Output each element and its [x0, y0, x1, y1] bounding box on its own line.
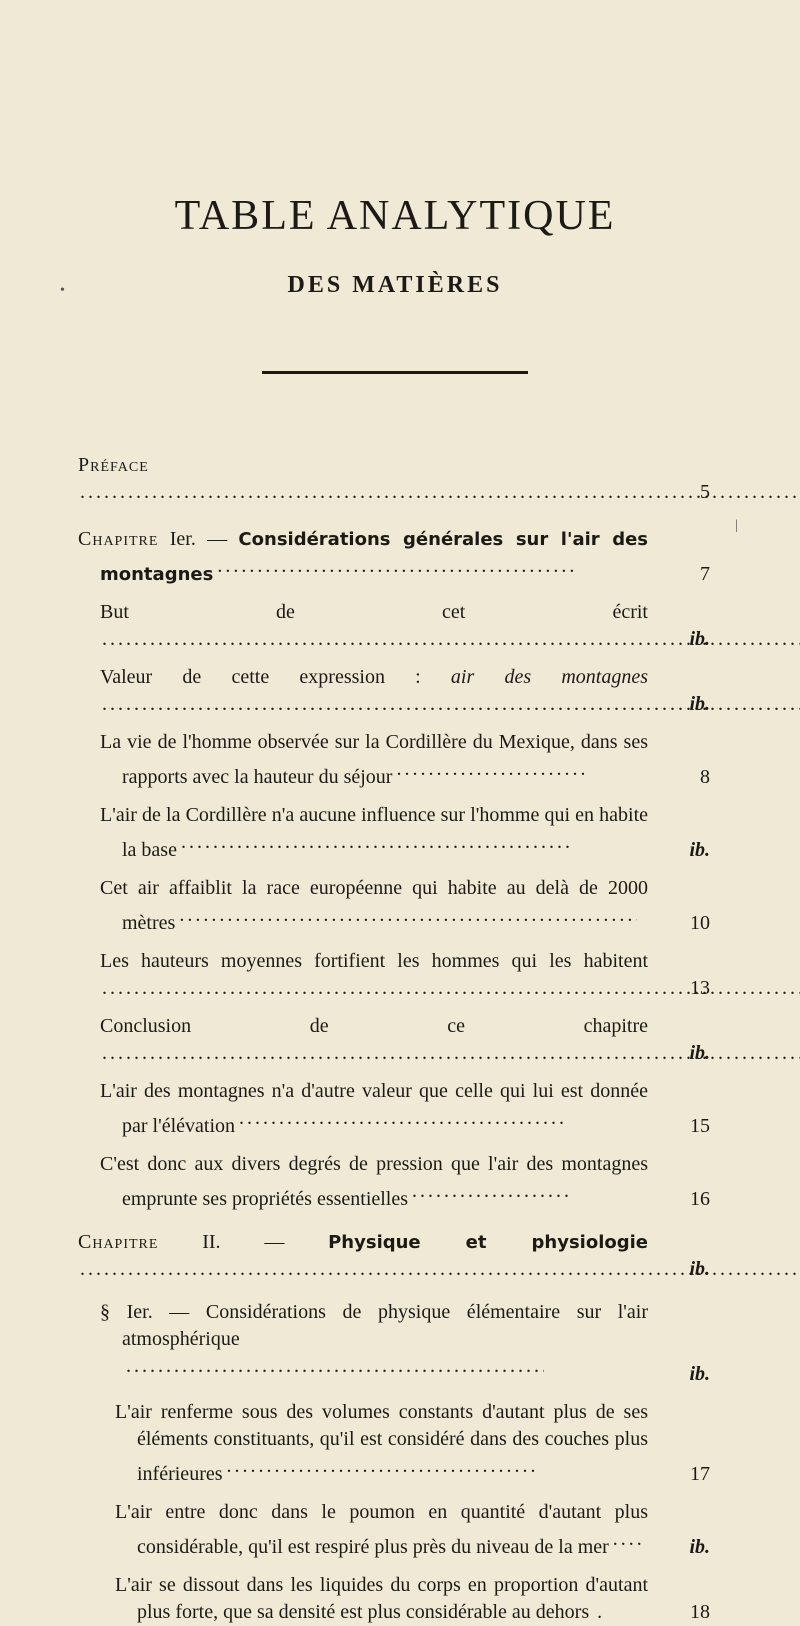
table-of-contents [0, 452, 800, 1626]
page-number: 15 [690, 1115, 710, 1137]
leader-dots [394, 756, 584, 783]
entry-text: L'air des montagnes n'a d'autre valeur que celle qui lui est donnée par l'élévation [100, 1080, 648, 1137]
chapter-number: Ier. [169, 528, 196, 550]
ink-speck: • [60, 283, 65, 298]
entry-text: L'air de la Cordillère n'a aucune influence sur l'homme qui en habite la base [100, 804, 648, 861]
page-number: 17 [690, 1463, 710, 1485]
entry-text: Conclusion de ce chapitre [100, 1015, 648, 1037]
page-number: 16 [690, 1188, 710, 1210]
page-number: ib. [689, 839, 710, 861]
page-number: 10 [690, 912, 710, 934]
entry-text: La vie de l'homme observée sur la Cordillère du Mexique, dans ses rapports avec la hauteur du séjour [100, 731, 648, 788]
margin-mark: | [735, 518, 738, 533]
chapter-dash: — [220, 1231, 329, 1253]
leader-dot: . [597, 1601, 603, 1623]
entry-text: L'air renferme sous des volumes constants d'autant plus de ses éléments constituants, qu'il est considéré dans des couches plus inférieures [115, 1401, 648, 1485]
page-number: 8 [700, 766, 710, 788]
toc-entry-chapter-2[interactable] [78, 1229, 710, 1283]
page-number: 5 [700, 481, 710, 503]
toc-entry[interactable] [100, 802, 710, 864]
leader-dots [124, 1353, 544, 1380]
page-number: ib. [689, 1042, 710, 1064]
chapter-dash: — [195, 528, 239, 550]
leader-dots [215, 553, 575, 580]
toc-entry-section-1[interactable] [100, 1299, 710, 1388]
title-rule [262, 371, 528, 374]
page-title: TABLE ANALYTIQUE [174, 193, 616, 239]
toc-entry[interactable] [100, 599, 710, 653]
toc-entry[interactable] [100, 1078, 710, 1140]
page-number: ib. [689, 1536, 710, 1558]
chapter-number: II. [202, 1231, 221, 1253]
toc-entry-preface[interactable] [78, 452, 710, 506]
chapter-word: Chapitre [78, 1231, 159, 1253]
entry-text: L'air entre donc dans le poumon en quantité d'autant plus considérable, qu'il est respiré plus près du niveau de la mer [115, 1501, 648, 1558]
toc-entry[interactable] [100, 948, 710, 1002]
leader-dots [177, 902, 637, 929]
toc-entry-chapter-1[interactable] [78, 526, 710, 588]
chapter-title: Physique et physiologie [328, 1232, 649, 1253]
entry-text: Les hauteurs moyennes fortifient les hommes qui les habitent [100, 950, 648, 972]
toc-entry[interactable] [100, 664, 710, 718]
page-number: ib. [689, 1258, 710, 1280]
page-number: 7 [700, 563, 710, 585]
page-number: ib. [689, 628, 710, 650]
entry-text: Valeur de cette expression : [100, 666, 451, 688]
toc-entry[interactable] [115, 1399, 710, 1488]
leader-dots [225, 1453, 535, 1480]
entry-text: L'air se dissout dans les liquides du corps en proportion d'autant plus forte, que sa densité est plus considérable au dehors [115, 1574, 648, 1623]
chapter-title: Considérations générales sur l'air des montagnes [100, 529, 649, 585]
leader-dots [611, 1526, 641, 1553]
page-number: ib. [689, 1363, 710, 1385]
entry-label: Préface [78, 454, 149, 476]
toc-entry[interactable] [100, 1013, 710, 1067]
leader-dots [410, 1178, 570, 1205]
entry-text: § Ier. — Considérations de physique élémentaire sur l'air atmosphérique [100, 1301, 648, 1350]
entry-text-italic: air des montagnes [450, 666, 648, 688]
chapter-word: Chapitre [78, 528, 159, 550]
page-number: 13 [690, 977, 710, 999]
toc-entry[interactable] [115, 1572, 710, 1626]
leader-dots [237, 1105, 567, 1132]
toc-entry[interactable] [100, 729, 710, 791]
page-subtitle: DES MATIÈRES [287, 272, 503, 298]
leader-dots [179, 829, 569, 856]
entry-text: C'est donc aux divers degrés de pression que l'air des montagnes emprunte ses propriétés essentielles [100, 1153, 648, 1210]
toc-entry[interactable] [100, 1151, 710, 1213]
toc-entry[interactable] [115, 1499, 710, 1561]
page-number: 18 [690, 1601, 710, 1623]
toc-entry[interactable] [100, 875, 710, 937]
entry-text: But de cet écrit [100, 601, 648, 623]
entry-text: Cet air affaiblit la race européenne qui habite au delà de 2000 mètres [100, 877, 648, 934]
page-number: ib. [689, 693, 710, 715]
